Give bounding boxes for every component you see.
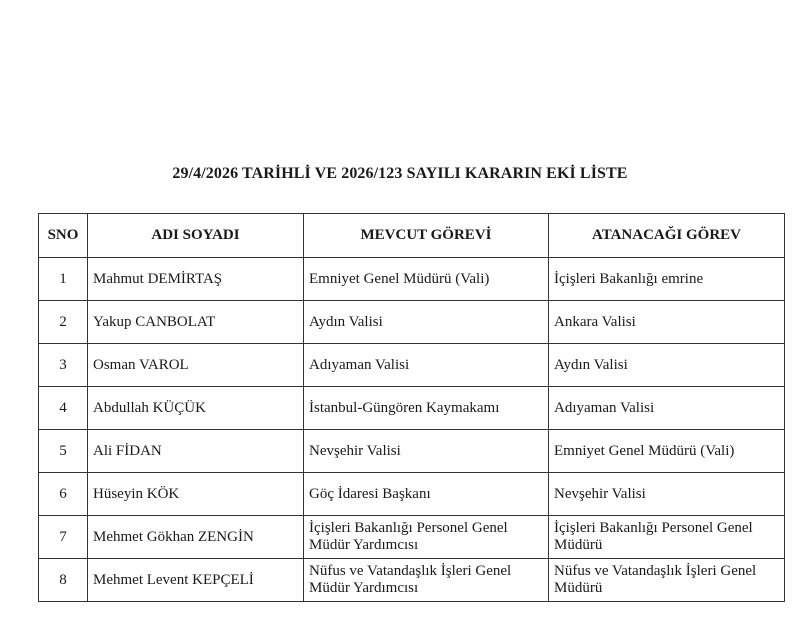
row-current-duty: Adıyaman Valisi	[304, 344, 549, 387]
row-sno: 1	[39, 258, 88, 301]
row-current-duty: Nevşehir Valisi	[304, 430, 549, 473]
table-row	[39, 473, 785, 516]
table-row	[39, 430, 785, 473]
row-name: Hüseyin KÖK	[88, 473, 304, 516]
row-sno: 4	[39, 387, 88, 430]
table-header-row	[39, 214, 785, 258]
row-name: Osman VAROL	[88, 344, 304, 387]
row-sno: 5	[39, 430, 88, 473]
row-name: Mehmet Levent KEPÇELİ	[88, 559, 304, 602]
row-appointed-duty: İçişleri Bakanlığı emrine	[549, 258, 785, 301]
row-name: Abdullah KÜÇÜK	[88, 387, 304, 430]
table-row	[39, 559, 785, 602]
table-row	[39, 258, 785, 301]
row-current-duty: Göç İdaresi Başkanı	[304, 473, 549, 516]
document-title: 29/4/2026 TARİHLİ VE 2026/123 SAYILI KARARIN EKİ LİSTE	[172, 165, 628, 182]
row-appointed-duty: Adıyaman Valisi	[549, 387, 785, 430]
row-name: Mahmut DEMİRTAŞ	[88, 258, 304, 301]
header-sno: SNO	[39, 214, 88, 258]
header-current-duty: MEVCUT GÖREVİ	[304, 214, 549, 258]
row-sno: 2	[39, 301, 88, 344]
row-name: Yakup CANBOLAT	[88, 301, 304, 344]
table-row	[39, 301, 785, 344]
row-current-duty: Nüfus ve Vatandaşlık İşleri Genel Müdür Yardımcısı	[304, 559, 549, 602]
row-current-duty: Aydın Valisi	[304, 301, 549, 344]
appointment-table	[38, 213, 785, 602]
row-appointed-duty: Nevşehir Valisi	[549, 473, 785, 516]
row-appointed-duty: Aydın Valisi	[549, 344, 785, 387]
header-appointed-duty: ATANACAĞI GÖREV	[549, 214, 785, 258]
row-current-duty: Emniyet Genel Müdürü (Vali)	[304, 258, 549, 301]
row-sno: 3	[39, 344, 88, 387]
table-row	[39, 387, 785, 430]
table-row	[39, 344, 785, 387]
row-sno: 8	[39, 559, 88, 602]
row-appointed-duty: Emniyet Genel Müdürü (Vali)	[549, 430, 785, 473]
row-appointed-duty: Nüfus ve Vatandaşlık İşleri Genel Müdürü	[549, 559, 785, 602]
row-current-duty: İçişleri Bakanlığı Personel Genel Müdür Yardımcısı	[304, 516, 549, 559]
row-sno: 7	[39, 516, 88, 559]
row-sno: 6	[39, 473, 88, 516]
row-current-duty: İstanbul-Güngören Kaymakamı	[304, 387, 549, 430]
row-appointed-duty: Ankara Valisi	[549, 301, 785, 344]
row-name: Mehmet Gökhan ZENGİN	[88, 516, 304, 559]
row-appointed-duty: İçişleri Bakanlığı Personel Genel Müdürü	[549, 516, 785, 559]
table-row	[39, 516, 785, 559]
header-name: ADI SOYADI	[88, 214, 304, 258]
row-name: Ali FİDAN	[88, 430, 304, 473]
